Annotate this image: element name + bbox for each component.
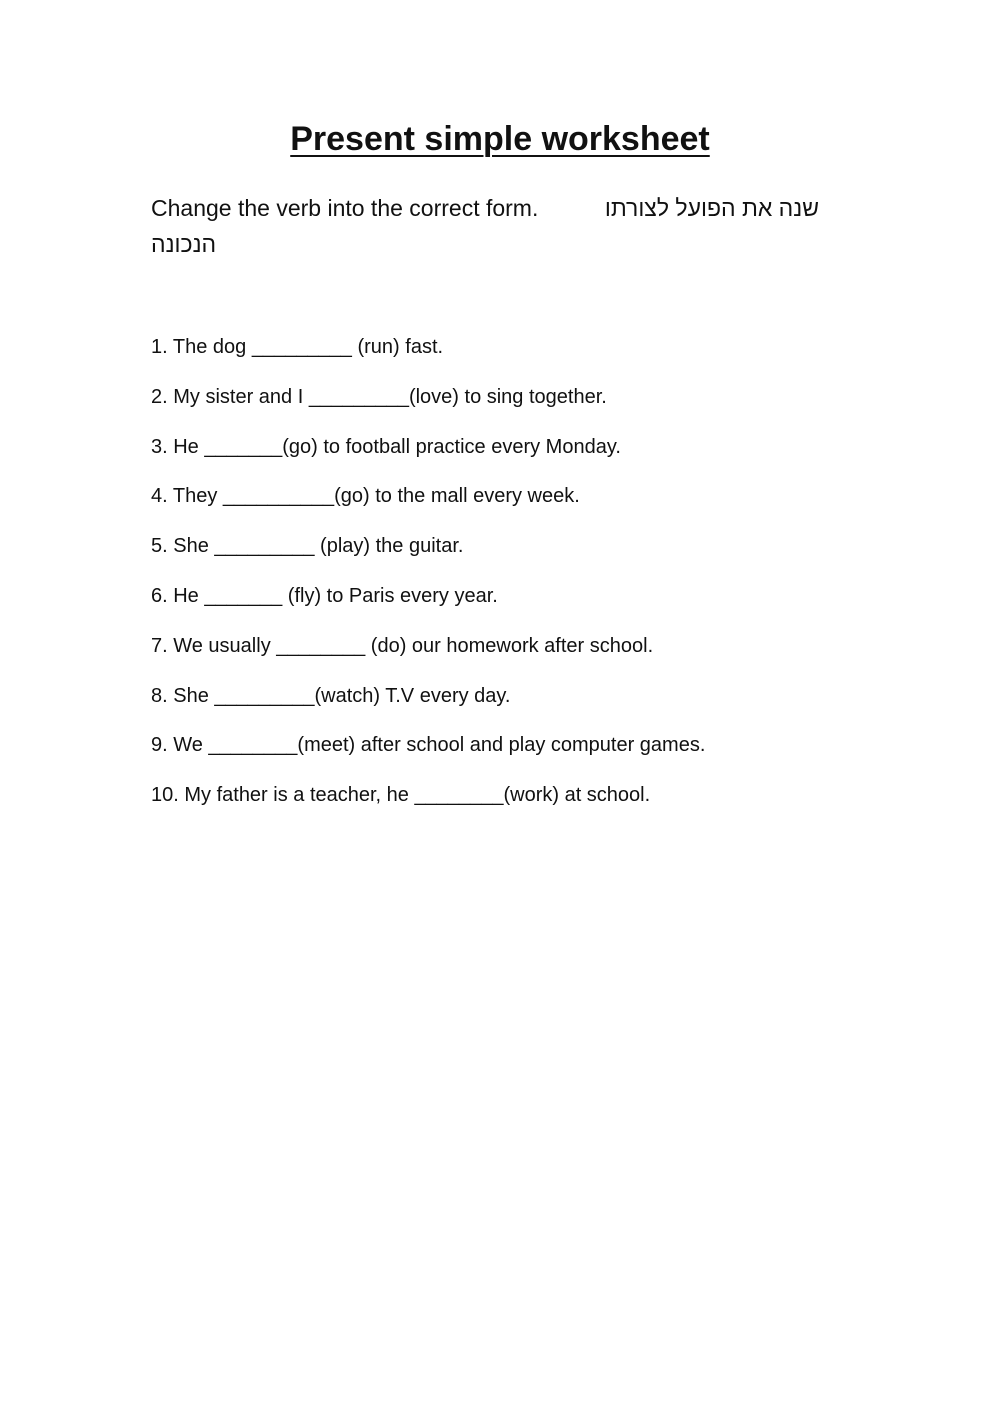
exercise-item: 1. The dog _________ (run) fast. [151, 336, 444, 358]
instructions [151, 190, 841, 257]
exercise-item: 7. We usually ________ (do) our homework after school. [151, 634, 654, 657]
exercise-item: 5. She _________ (play) the guitar. [151, 535, 464, 558]
exercise-item: 10. My father is a teacher, he ________(work) at school. [151, 784, 651, 807]
exercise-item: 8. She _________(watch) T.V every day. [151, 684, 511, 707]
instructions-hebrew-line2: הנכונה [151, 231, 217, 257]
exercise-item: 6. He _______ (fly) to Paris every year. [151, 584, 498, 607]
page-title: Present simple worksheet [290, 120, 710, 158]
instructions-hebrew-line1: שנה את הפועל לצורתו [604, 195, 819, 221]
exercise-item: 9. We ________(meet) after school and play computer games. [151, 734, 706, 757]
exercise-item: 3. He _______(go) to football practice every Monday. [151, 435, 621, 458]
exercise-item: 2. My sister and I _________(love) to sing together. [151, 385, 607, 408]
exercise-item: 4. They __________(go) to the mall every week. [151, 485, 580, 508]
exercise-list [151, 333, 911, 831]
instructions-english: Change the verb into the correct form. [151, 195, 539, 221]
